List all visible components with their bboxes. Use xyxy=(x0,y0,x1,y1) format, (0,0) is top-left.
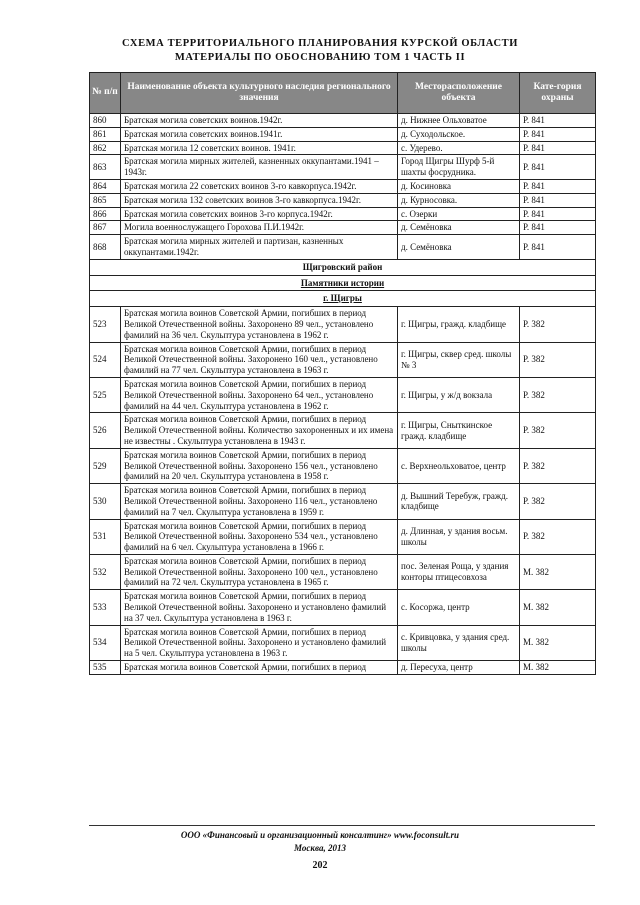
cell-name: Братская могила советских воинов.1941г. xyxy=(121,127,398,141)
table-row xyxy=(90,661,596,675)
section-city: г. Щигры xyxy=(90,291,596,307)
section-district: Щигровский район xyxy=(90,259,596,275)
cell-name: Братская могила воинов Советской Армии, погибших в период Великой Отечественной войны. Захоронено и установлено фамилий на 5 чел. Скульптура установлена в 1963 г. xyxy=(121,625,398,660)
table-row xyxy=(90,484,596,519)
cell-num: 535 xyxy=(90,661,121,675)
cell-category: Р. 382 xyxy=(520,484,596,519)
table-sections xyxy=(90,259,596,306)
cell-name: Братская могила 12 советских воинов. 1941г. xyxy=(121,141,398,155)
cell-num: 868 xyxy=(90,235,121,260)
cell-num: 865 xyxy=(90,193,121,207)
heritage-table xyxy=(89,72,596,675)
cell-category: М. 382 xyxy=(520,590,596,625)
cell-name: Братская могила 22 советских воинов 3-го кавкорпуса.1942г. xyxy=(121,179,398,193)
cell-num: 532 xyxy=(90,554,121,589)
table-row xyxy=(90,155,596,180)
table-row xyxy=(90,127,596,141)
cell-num: 863 xyxy=(90,155,121,180)
cell-name: Братская могила воинов Советской Армии, погибших в период Великой Отечественной войны. Захоронено 100 чел., установлено фамилий на 72 чел. Скульптура установлена в 1965 г. xyxy=(121,554,398,589)
cell-location: с. Кривцовка, у здания сред. школы xyxy=(398,625,520,660)
footer-company: ООО «Финансовый и организационный консалтинг» www.foconsult.ru xyxy=(180,830,460,840)
table-row xyxy=(90,307,596,342)
cell-name: Братская могила мирных жителей и партизан, казненных оккупантами.1942г. xyxy=(121,235,398,260)
cell-num: 523 xyxy=(90,307,121,342)
cell-num: 533 xyxy=(90,590,121,625)
cell-category: М. 382 xyxy=(520,625,596,660)
table-row xyxy=(90,625,596,660)
table-row xyxy=(90,377,596,412)
cell-location: д. Семёновка xyxy=(398,221,520,235)
cell-category: Р. 841 xyxy=(520,141,596,155)
cell-num: 526 xyxy=(90,413,121,448)
header-category: Кате-гория охраны xyxy=(520,73,596,114)
cell-name: Могила военнослужащего Горохова П.И.1942г. xyxy=(121,221,398,235)
cell-num: 866 xyxy=(90,207,121,221)
cell-name: Братская могила советских воинов.1942г. xyxy=(121,114,398,128)
cell-name: Братская могила воинов Советской Армии, погибших в период Великой Отечественной войны. Захоронено 116 чел., установлено фамилий на 7 чел. Скульптура установлена в 1959 г. xyxy=(121,484,398,519)
table-row xyxy=(90,235,596,260)
cell-category: М. 382 xyxy=(520,554,596,589)
cell-name: Братская могила воинов Советской Армии, погибших в период Великой Отечественной войны. Захоронено 64 чел., установлено фамилий на 44 чел. Скульптура установлена в 1962 г. xyxy=(121,377,398,412)
cell-num: 867 xyxy=(90,221,121,235)
cell-location: с. Верхнеольховатое, центр xyxy=(398,448,520,483)
cell-location: пос. Зеленая Роща, у здания конторы птицесовхоза xyxy=(398,554,520,589)
table-row xyxy=(90,519,596,554)
cell-location: д. Вышний Теребуж, гражд. кладбище xyxy=(398,484,520,519)
cell-location: г. Щигры, у ж/д вокзала xyxy=(398,377,520,412)
cell-category: Р. 382 xyxy=(520,448,596,483)
cell-location: д. Пересуха, центр xyxy=(398,661,520,675)
table-row xyxy=(90,448,596,483)
cell-name: Братская могила советских воинов 3-го корпуса.1942г. xyxy=(121,207,398,221)
cell-location: с. Удерево. xyxy=(398,141,520,155)
table-row xyxy=(90,590,596,625)
cell-num: 530 xyxy=(90,484,121,519)
cell-location: г. Щигры, гражд. кладбище xyxy=(398,307,520,342)
cell-num: 860 xyxy=(90,114,121,128)
table-row xyxy=(90,114,596,128)
cell-category: Р. 382 xyxy=(520,307,596,342)
footer-city-year: Москва, 2013 xyxy=(294,843,346,853)
section-row xyxy=(90,259,596,275)
cell-category: Р. 841 xyxy=(520,207,596,221)
table-body-top xyxy=(90,114,596,260)
table-body-bottom xyxy=(90,307,596,675)
section-type: Памятники истории xyxy=(90,275,596,291)
table-row xyxy=(90,413,596,448)
section-row xyxy=(90,291,596,307)
cell-category: Р. 382 xyxy=(520,519,596,554)
cell-location: д. Семёновка xyxy=(398,235,520,260)
table-row xyxy=(90,554,596,589)
cell-category: Р. 382 xyxy=(520,413,596,448)
table-row xyxy=(90,342,596,377)
header-num: № п/п xyxy=(90,73,121,114)
cell-location: д. Суходольское. xyxy=(398,127,520,141)
cell-location: г. Щигры, Сныткинское гражд. кладбище xyxy=(398,413,520,448)
cell-category: М. 382 xyxy=(520,661,596,675)
cell-category: Р. 841 xyxy=(520,114,596,128)
cell-name: Братская могила 132 советских воинов 3-го кавкорпуса.1942г. xyxy=(121,193,398,207)
table-row xyxy=(90,221,596,235)
cell-category: Р. 841 xyxy=(520,221,596,235)
cell-category: Р. 382 xyxy=(520,377,596,412)
cell-category: Р. 841 xyxy=(520,193,596,207)
cell-location: Город Щигры Шурф 5-й шахты фосрудника. xyxy=(398,155,520,180)
cell-location: с. Озерки xyxy=(398,207,520,221)
cell-location: д. Нижнее Ольховатое xyxy=(398,114,520,128)
cell-category: Р. 841 xyxy=(520,179,596,193)
cell-location: д. Курносовка. xyxy=(398,193,520,207)
cell-num: 531 xyxy=(90,519,121,554)
cell-location: д. Длинная, у здания восьм. школы xyxy=(398,519,520,554)
document-title: СХЕМА ТЕРРИТОРИАЛЬНОГО ПЛАНИРОВАНИЯ КУРСКОЙ ОБЛАСТИ xyxy=(121,38,519,49)
cell-num: 864 xyxy=(90,179,121,193)
cell-num: 529 xyxy=(90,448,121,483)
cell-name: Братская могила воинов Советской Армии, погибших в период Великой Отечественной войны. Захоронено 160 чел., установлено фамилий на 77 чел. Скульптура установлена в 1963 г. xyxy=(121,342,398,377)
cell-name: Братская могила воинов Советской Армии, погибших в период xyxy=(121,661,398,675)
cell-num: 534 xyxy=(90,625,121,660)
cell-name: Братская могила воинов Советской Армии, погибших в период Великой Отечественной войны. Захоронено 534 чел., установлено фамилий на 6 чел. Скульптура установлена в 1966 г. xyxy=(121,519,398,554)
section-row xyxy=(90,275,596,291)
cell-num: 861 xyxy=(90,127,121,141)
cell-num: 862 xyxy=(90,141,121,155)
cell-location: с. Косоржа, центр xyxy=(398,590,520,625)
cell-name: Братская могила воинов Советской Армии, погибших в период Великой Отечественной войны. Захоронено 156 чел., установлено фамилий на 20 чел. Скульптура установлена в 1958 г. xyxy=(121,448,398,483)
table-row xyxy=(90,179,596,193)
cell-category: Р. 841 xyxy=(520,235,596,260)
cell-location: г. Щигры, сквер сред. школы № 3 xyxy=(398,342,520,377)
header-name: Наименование объекта культурного наследия регионального значения xyxy=(121,73,398,114)
cell-category: Р. 382 xyxy=(520,342,596,377)
table-row xyxy=(90,193,596,207)
table-row xyxy=(90,207,596,221)
document-subtitle: МАТЕРИАЛЫ ПО ОБОСНОВАНИЮ ТОМ 1 ЧАСТЬ II xyxy=(174,52,466,63)
footer-divider xyxy=(89,825,595,826)
table-row xyxy=(90,141,596,155)
cell-name: Братская могила воинов Советской Армии, погибших в период Великой Отечественной войны. Количество захороненных и их имена не известны . Скульптура установлена в 1943 г. xyxy=(121,413,398,448)
table-header-row xyxy=(90,73,596,114)
cell-num: 525 xyxy=(90,377,121,412)
cell-location: д. Косиновка xyxy=(398,179,520,193)
cell-name: Братская могила воинов Советской Армии, погибших в период Великой Отечественной войны. Захоронено и установлено фамилий на 37 чел. Скульптура установлена в 1963 г. xyxy=(121,590,398,625)
cell-category: Р. 841 xyxy=(520,127,596,141)
cell-name: Братская могила мирных жителей, казненных оккупантами.1941 – 1943г. xyxy=(121,155,398,180)
cell-name: Братская могила воинов Советской Армии, погибших в период Великой Отечественной войны. Захоронено 89 чел., установлено фамилий на 36 чел. Скульптура установлена в 1962 г. xyxy=(121,307,398,342)
page-number: 202 xyxy=(312,860,328,871)
cell-num: 524 xyxy=(90,342,121,377)
header-location: Месторасположение объекта xyxy=(398,73,520,114)
cell-category: Р. 841 xyxy=(520,155,596,180)
